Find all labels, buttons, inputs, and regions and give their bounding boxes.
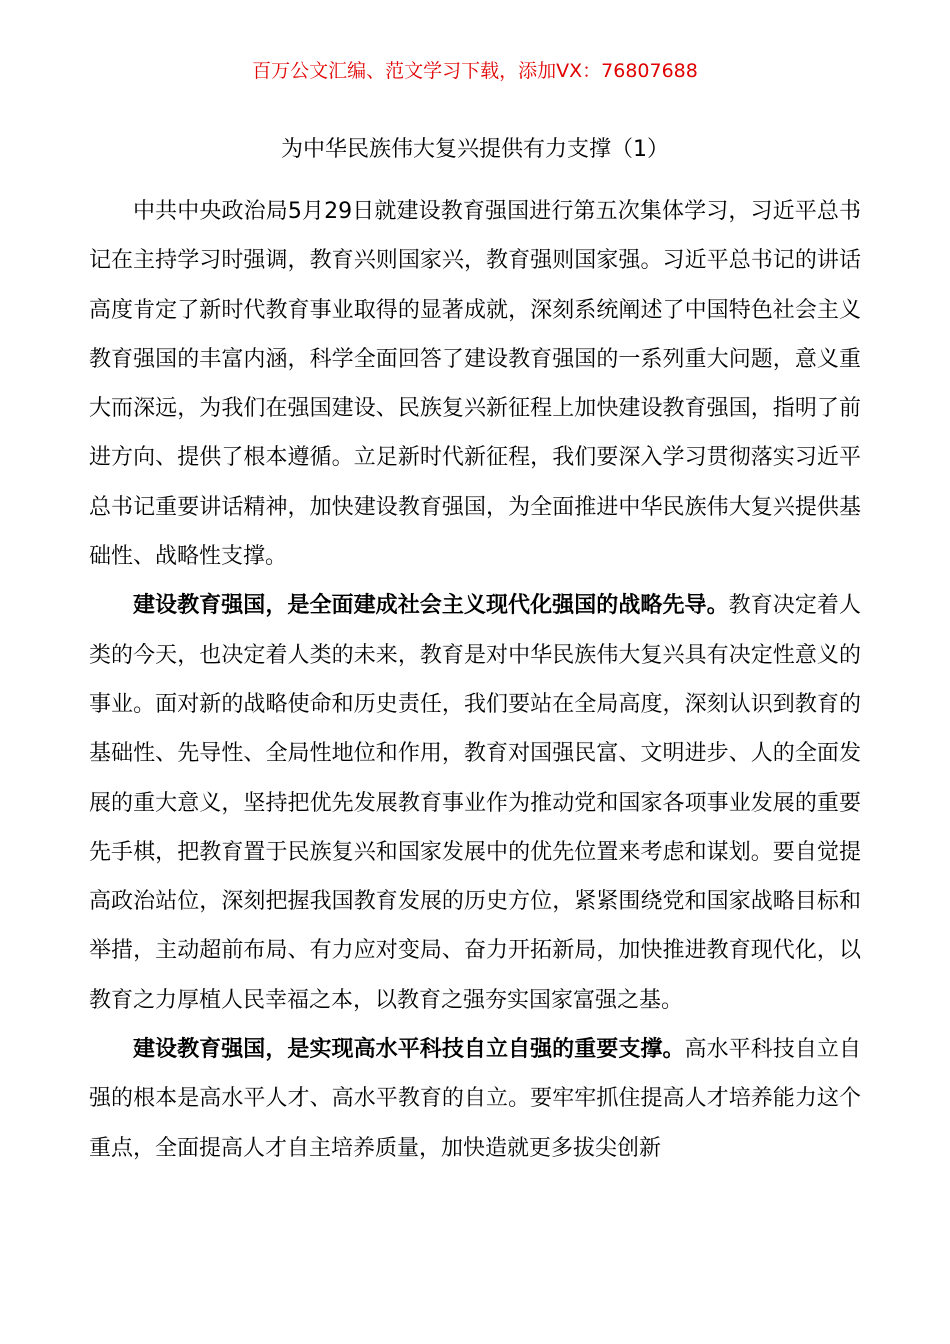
paragraph-1-text: 中共中央政治局5月29日就建设教育强国进行第五次集体学习，习近平总书记在主持学习时强调，教育兴则国家兴，教育强则国家强。习近平总书记的讲话高度肯定了新时代教育事业取得的显著成就，深刻系统阐述了中国特色社会主义教育强国的丰富内涵，科学全面回答了建设教育强国的一系列重大问题，意义重大而深远，为我们在强国建设、民族复兴新征程上加快建设教育强国，指明了前进方向、提供了根本遵循。立足新时代新征程，我们要深入学习贯彻落实习近平总书记重要讲话精神，加快建设教育强国，为全面推进中华民族伟大复兴提供基础性、战略性支撑。 — [89, 199, 861, 570]
paragraph-3-text: 高水平科技自立自强的根本是高水平人才、高水平教育的自立。要牢牢抓住提高人才培养能力这个重点，全面提高人才自主培养质量，加快造就更多拔尖创新 — [89, 1037, 861, 1161]
paragraph-3-lead: 建设教育强国，是实现高水平科技自立自强的重要支撑。 — [133, 1037, 685, 1063]
paragraph-2-text: 教育决定着人类的今天，也决定着人类的未来，教育是对中华民族伟大复兴具有决定性意义的事业。面对新的战略使命和历史责任，我们要站在全局高度，深刻认识到教育的基础性、先导性、全局性地位和作用，教育对国强民富、文明进步、人的全面发展的重大意义，坚持把优先发展教育事业作为推动党和国家各项事业发展的重要先手棋，把教育置于民族复兴和国家发展中的优先位置来考虑和谋划。要自觉提高政治站位，深刻把握我国教育发展的历史方位，紧紧围绕党和国家战略目标和举措，主动超前布局、有力应对变局、奋力开拓新局，加快推进教育现代化，以教育之力厚植人民幸福之本，以教育之强夯实国家富强之基。 — [89, 593, 861, 1013]
paragraph-3 — [89, 1025, 861, 1173]
paragraph-1 — [89, 187, 861, 581]
document-title: 为中华民族伟大复兴提供有力支撑（1） — [281, 137, 669, 162]
header-ad-text: 百万公文汇编、范文学习下载，添加VX：76807688 — [252, 60, 698, 82]
document-body — [89, 187, 861, 1173]
paragraph-2 — [89, 581, 861, 1025]
paragraph-2-lead: 建设教育强国，是全面建成社会主义现代化强国的战略先导。 — [133, 593, 729, 619]
